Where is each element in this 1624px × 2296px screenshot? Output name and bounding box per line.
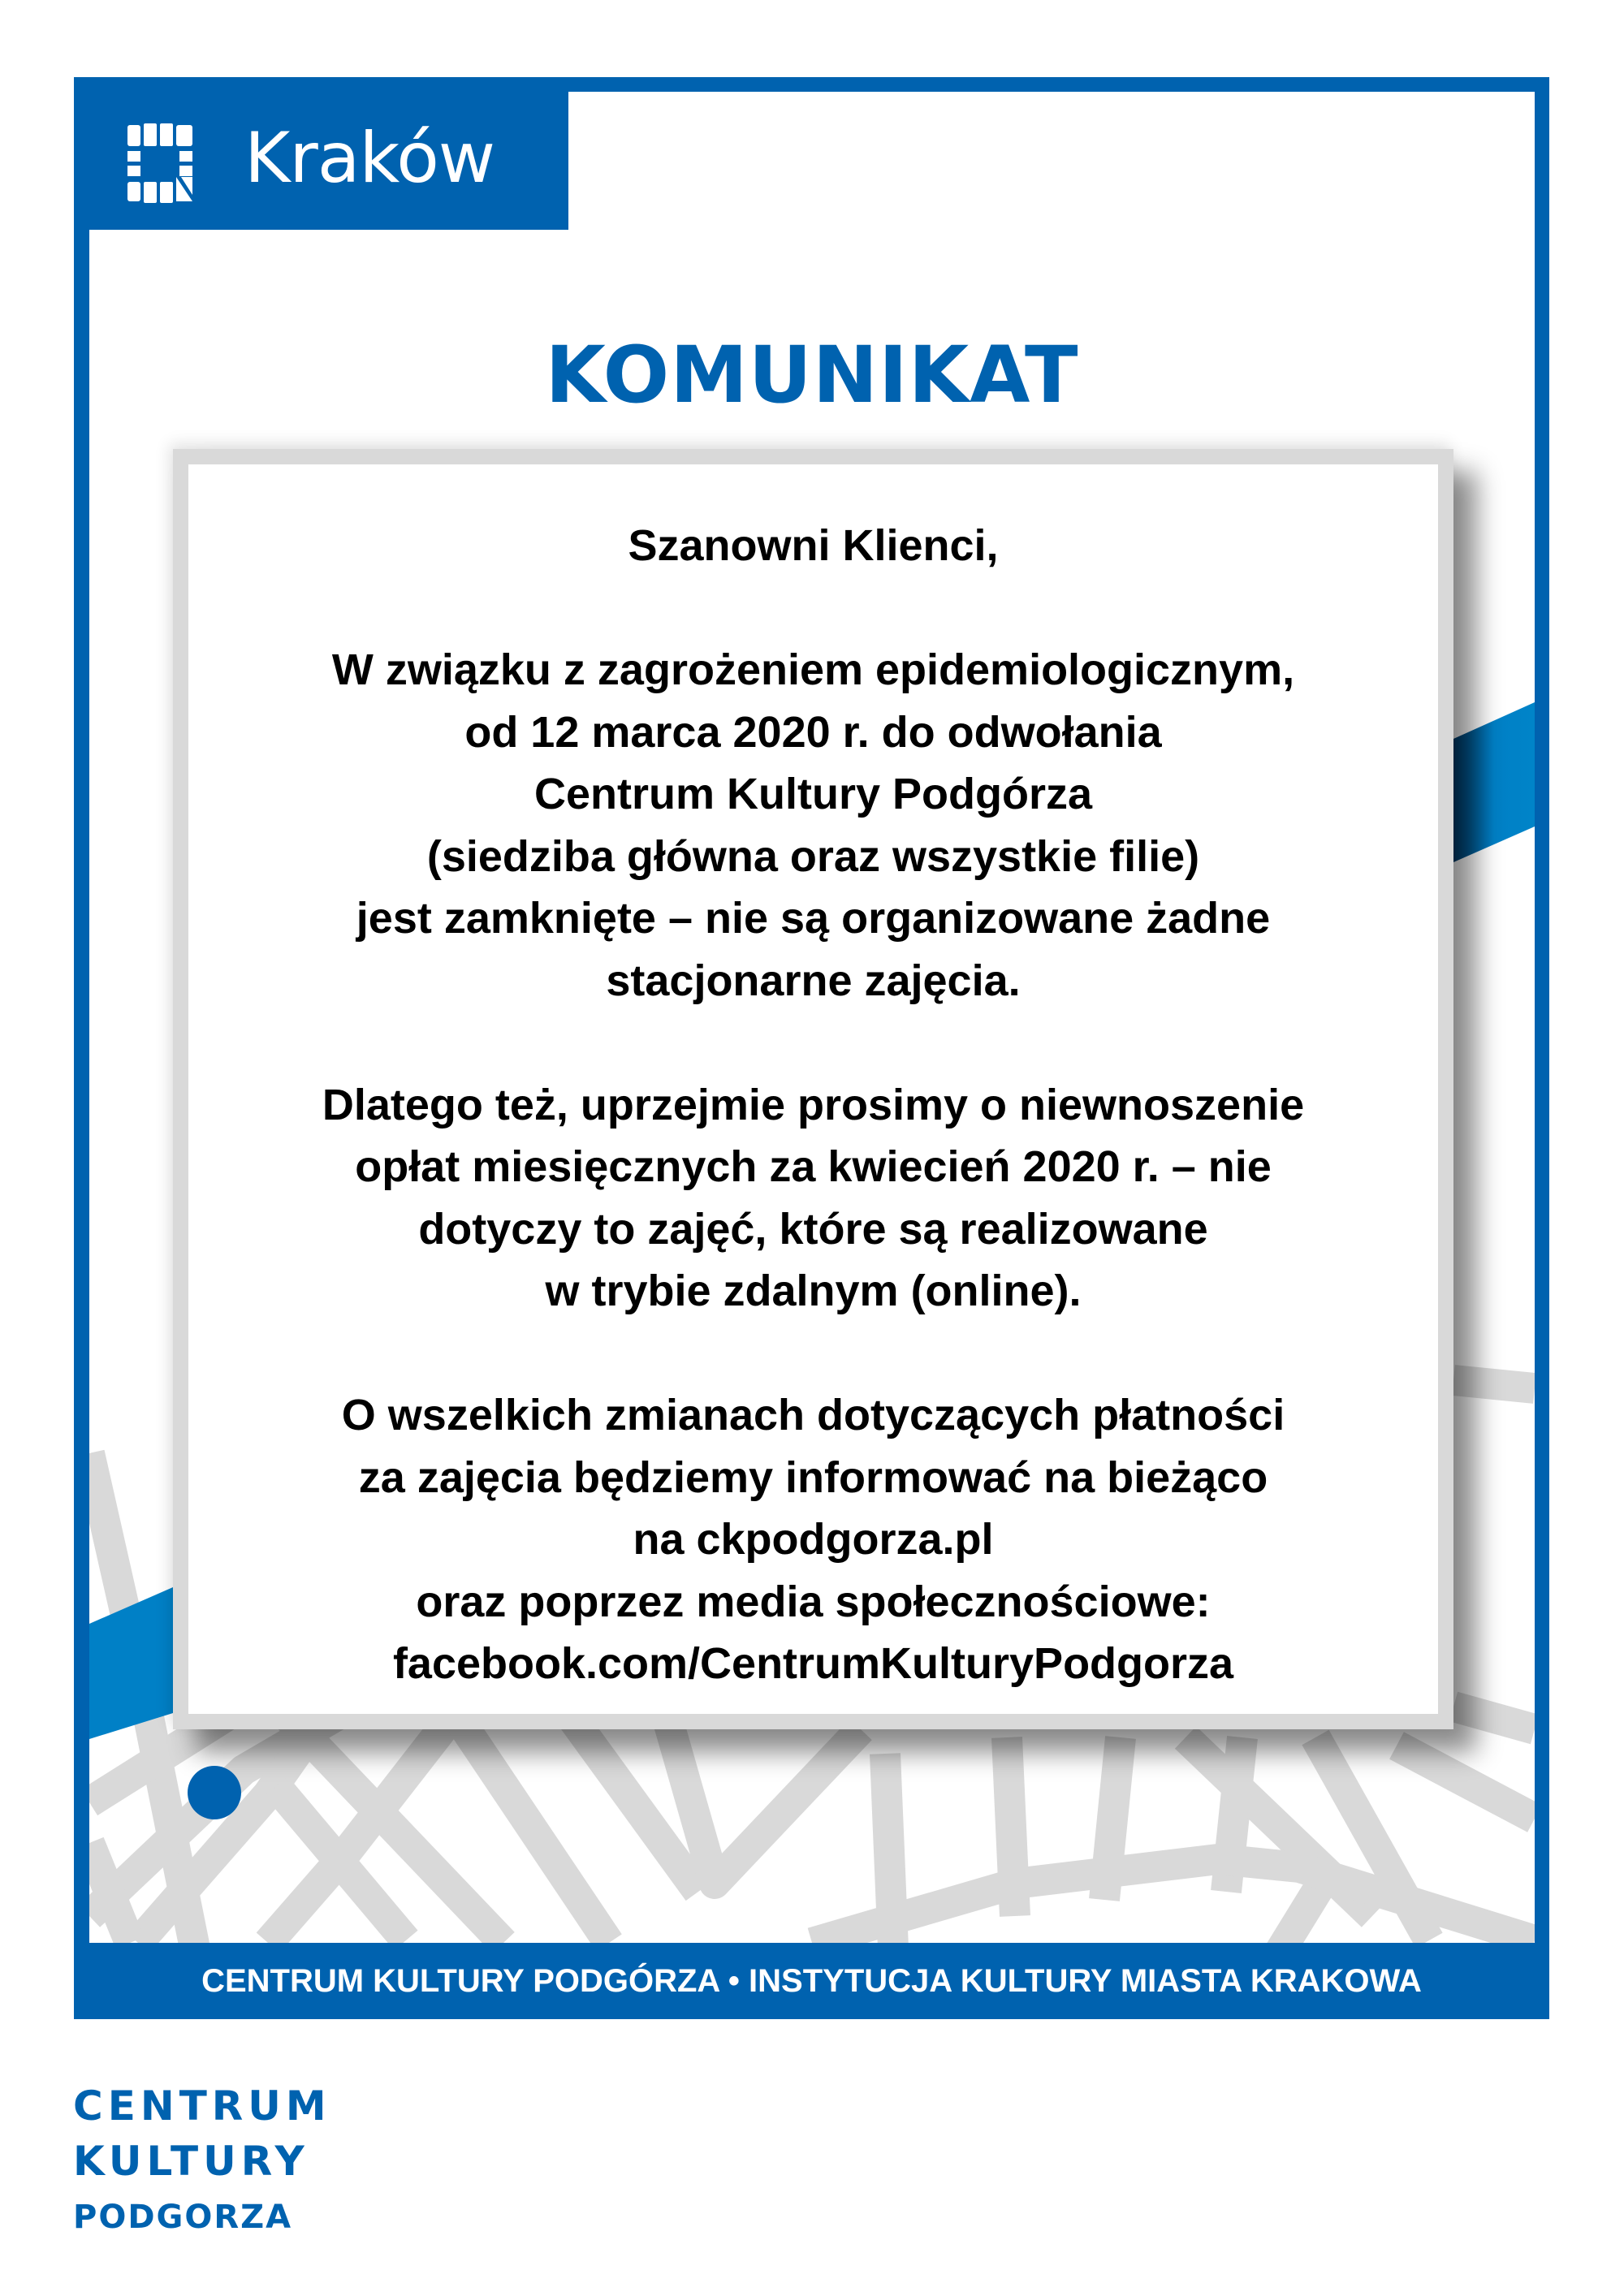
paragraph-1-line: stacjonarne zajęcia. — [606, 956, 1021, 1005]
paragraph-2-line: opłat miesięcznych za kwiecień 2020 r. – nie — [355, 1142, 1272, 1191]
blue-stripe-left — [89, 1587, 173, 1739]
city-logo-text: Kraków — [244, 118, 495, 199]
footer-banner: CENTRUM KULTURY PODGÓRZA • INSTYTUCJA KULTURY MIASTA KRAKOWA — [74, 1943, 1549, 2019]
paragraph-3-line: za zajęcia będziemy informować na bieżąco — [358, 1452, 1268, 1502]
paragraph-1-line: (siedziba główna oraz wszystkie filie) — [426, 831, 1200, 881]
notice-card — [173, 449, 1453, 1729]
road — [1453, 1380, 1535, 1388]
org-logo-line: CENTRUM — [73, 2082, 331, 2130]
paragraph-3-line: oraz poprzez media społecznościowe: — [416, 1577, 1211, 1626]
paragraph-2-line: Dlatego też, uprzejmie prosimy o niewnoszenie — [322, 1080, 1305, 1129]
spacer — [188, 1323, 1438, 1385]
paragraph-2-line: w trybie zdalnym (online). — [545, 1267, 1082, 1315]
map-location-dot — [188, 1766, 241, 1819]
spacer — [188, 577, 1438, 640]
krakow-emblem-icon — [127, 123, 194, 203]
road — [666, 1713, 861, 1884]
paragraph-2-line: dotyczy to zajęć, które są realizowane — [418, 1204, 1208, 1254]
road — [1397, 1746, 1535, 1819]
website-link[interactable]: na ckpodgorza.pl — [633, 1515, 994, 1564]
facebook-link[interactable]: facebook.com/CentrumKulturyPodgorza — [392, 1639, 1234, 1688]
spacer — [188, 1012, 1438, 1074]
road — [1453, 1707, 1535, 1729]
org-logo — [73, 2078, 331, 2242]
paragraph-3-line: O wszelkich zmianach dotyczących płatności — [341, 1391, 1285, 1439]
paragraph-1-line: Centrum Kultury Podgórza — [533, 770, 1093, 818]
org-logo-line: PODGORZA — [73, 2199, 293, 2236]
city-logo-tab — [74, 77, 568, 230]
road — [89, 1843, 130, 1943]
paragraph-1-line: jest zamknięte – nie są organizowane żadne — [356, 894, 1271, 943]
org-logo-line: KULTURY — [73, 2138, 309, 2185]
headline: KOMUNIKAT — [545, 330, 1079, 421]
greeting: Szanowni Klienci, — [628, 521, 999, 570]
paragraph-1-line: W związku z zagrożeniem epidemiologicznym, — [331, 645, 1295, 694]
paragraph-1-line: od 12 marca 2020 r. do odwołania — [464, 707, 1162, 757]
blue-stripe-right — [1453, 702, 1535, 862]
notice-body — [188, 515, 1438, 1695]
